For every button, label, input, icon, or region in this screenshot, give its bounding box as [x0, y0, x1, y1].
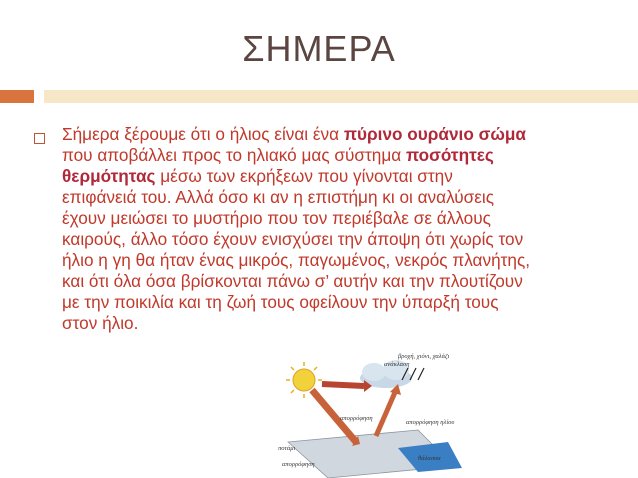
paragraph-bold-2: ποσότητες θερμότητας: [62, 145, 494, 186]
sun-absorption-label: απορρόφηση ηλίου: [406, 419, 455, 426]
sea-label: θάλασσα: [418, 455, 441, 462]
paragraph-text-1: Σήμερα ξέρουμε ότι ο ήλιος είναι ένα: [62, 124, 344, 144]
slide-title: ΣΗΜΕΡΑ: [242, 28, 396, 69]
accent-bar: [0, 90, 34, 103]
paragraph-text-2: που αποβάλλει προς το ηλιακό μας σύστημα: [62, 145, 406, 165]
reflection-label: ανάκλαση: [384, 361, 410, 368]
river-label: ποτάμι: [278, 445, 296, 452]
cloud-absorption-label: απορρόφηση: [340, 415, 373, 422]
absorption-label: απορρόφηση: [282, 461, 315, 468]
paragraph-text-3: μέσω των εκρήξεων που γίνονται στην επιφάνειά του. Αλλά όσο κι αν η επιστήμη κι οι αναλύσεις έχουν μειώσει το μυστήριο που τον περιέβαλε σε άλλους καιρούς, άλλο τόσο έχουν ενισχύσει την άποψη ότι χωρίς τον ήλιο η γη θα ήταν ένας μικρός, παγωμένος, νεκρός πλανήτης, και ότι όλα όσα βρίσκονται πάνω σ’ αυτήν και την πλουτίζουν με την ποικιλία και τη ζωή τους οφείλουν την ύπαρξή τους στον ήλιο.: [62, 166, 531, 333]
water-cycle-diagram: [268, 350, 468, 478]
rain-label: βροχή, χιόνι, χαλάζι: [398, 353, 450, 360]
bullet-square-icon: [34, 133, 45, 144]
paragraph-bold-1: πύρινο ουράνιο σώμα: [343, 124, 526, 144]
header-bar: [44, 90, 638, 103]
body-paragraph: [62, 124, 532, 334]
